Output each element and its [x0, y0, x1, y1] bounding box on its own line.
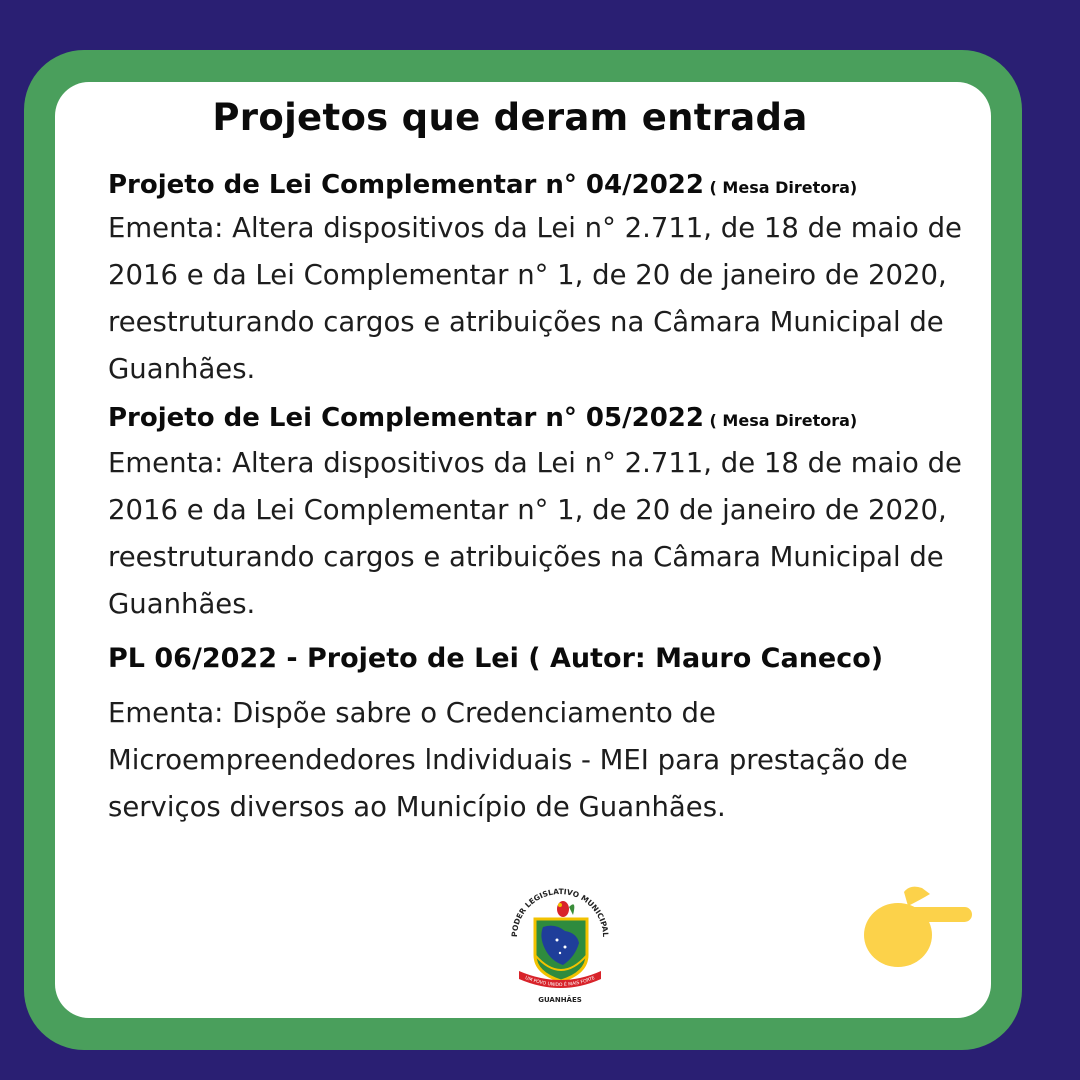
pointing-hand-icon: [860, 880, 975, 975]
project-title: Projeto de Lei Complementar n° 04/2022: [108, 170, 704, 200]
page-title: Projetos que deram entrada: [212, 96, 808, 139]
project-ementa: Ementa: Altera dispositivos da Lei n° 2.711, de 18 de maio de 2016 e da Lei Complementar n° 1, de 20 de janeiro de 2020, reestruturando cargos e atribuições na Câmara Municipal de Guanhães.: [108, 212, 962, 385]
project-ementa: Ementa: Altera dispositivos da Lei n° 2.711, de 18 de maio de 2016 e da Lei Complementar n° 1, de 20 de janeiro de 2020, reestruturando cargos e atribuições na Câmara Municipal de Guanhães.: [108, 447, 962, 620]
project-title: Projeto de Lei Complementar n° 05/2022: [108, 403, 704, 433]
project-heading: PL 06/2022 - Projeto de Lei ( Autor: Mauro Caneco): [108, 643, 884, 674]
project-heading: [108, 170, 857, 200]
project-author: ( Mesa Diretora): [703, 411, 858, 430]
legislative-seal-icon: [505, 885, 615, 1005]
project-author: ( Mesa Diretora): [703, 178, 858, 197]
project-ementa: Ementa: Dispõe sabre o Credenciamento de Microempreendedores lndividuais - MEI para prestação de serviços diversos ao Município de Guanhães.: [108, 697, 908, 823]
project-heading: [108, 403, 857, 433]
seal-city-text: GUANHÃES: [538, 996, 582, 1004]
seal-ribbon-text: UM POVO UNIDO É MAIS FORTE: [524, 975, 596, 989]
seal-ring-text: PODER LEGISLATIVO MUNICIPAL: [509, 886, 611, 938]
